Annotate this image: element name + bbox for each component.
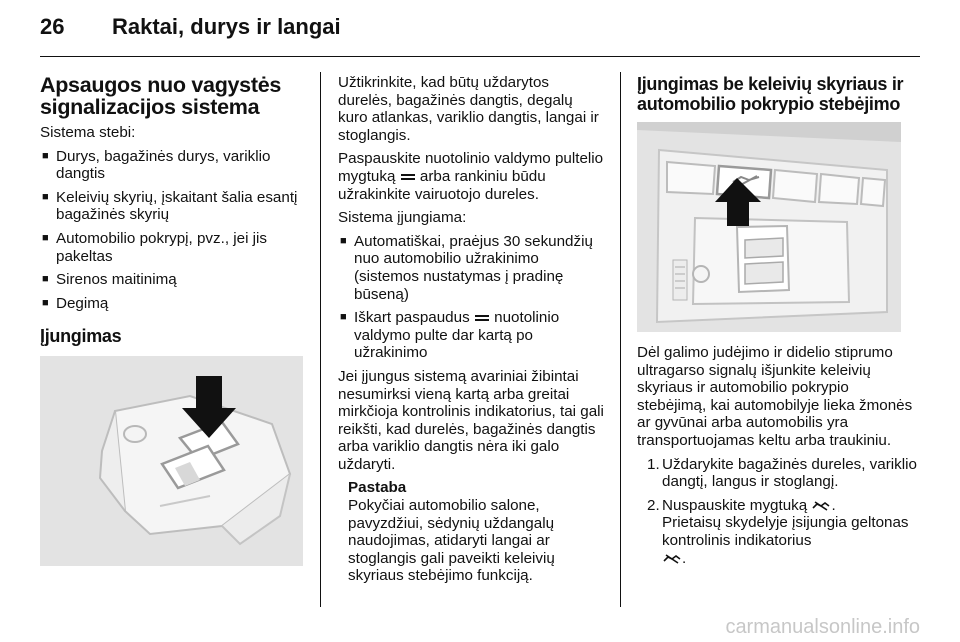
activation-list xyxy=(338,233,606,362)
step-number: 2. xyxy=(647,496,660,514)
header-rule xyxy=(40,56,920,57)
column-3 xyxy=(637,74,917,573)
list-item: ■ Sirenos maitinimą xyxy=(40,271,305,289)
column-2 xyxy=(338,74,606,585)
paragraph: Dėl galimo judėjimo ir didelio stiprumo ultragarso signalų išjunkite keleivių skyriaus ir automobilio pokrypio stebėjimą, kai automobilyje lieka žmonės ar gyvūnai arba automobilis yra transportuojamas keltu arba traukiniu. xyxy=(637,344,913,449)
step-item xyxy=(637,456,917,491)
list-item: ■ Degimą xyxy=(40,295,305,313)
interior-monitoring-off-icon xyxy=(662,553,682,565)
intro-text: Sistema stebi: xyxy=(40,124,136,141)
column-divider-1 xyxy=(320,72,321,607)
step-text: Uždarykite bagažinės dureles, variklio dangtį, langus ir stoglangį. xyxy=(662,455,917,491)
note-text: Pokyčiai automobilio salone, pavyzdžiui, sėdynių uždangalų naudojimas, atidaryti langai ar stoglangis gali paveikti keleivių skyriaus stebėjimo funkciją. xyxy=(348,497,555,585)
list-item: ■ Durys, bagažinės durys, variklio dangtis xyxy=(40,148,305,183)
note-box xyxy=(338,479,606,585)
paragraph: Jei įjungus sistemą avariniai žibintai nesumirksi vieną kartą arba greitai mirkčioja kontrolinis indikatorius, tai gali reikšti, kad durelės, bagažinės dangtis arba variklio dangtis nėra iki galo uždaryti. xyxy=(338,367,604,473)
interior-monitoring-off-icon xyxy=(811,500,831,512)
steps-list xyxy=(637,456,917,568)
section-heading: Įjungimas be keleivių skyriaus ir automobilio pokrypio stebėjimo xyxy=(637,74,904,114)
paragraph-part: Paspauskite nuotolinio valdymo pultelio mygtuką xyxy=(338,150,604,185)
paragraph xyxy=(338,150,606,203)
page-number: 26 xyxy=(40,14,65,39)
list-item: ■ Automatiškai, praėjus 30 sekundžių nuo automobilio užrakinimo (sistemos nustatymas į pradinę būseną) xyxy=(338,233,606,303)
list-item-part: nuotolinio valdymo pulte dar kartą po užrakinimo xyxy=(354,309,560,362)
column-1 xyxy=(40,74,305,578)
step-item: 2. Nuspauskite mygtuką . Prietaisų skydelyje įsijungia geltonas kontrolinis indikatorius . xyxy=(647,496,909,567)
column-divider-2 xyxy=(620,72,621,607)
step-number: 1. xyxy=(647,455,660,473)
watermark: carmanualsonline.info xyxy=(725,616,920,638)
step-text: Prietaisų skydelyje įsijungia geltonas kontrolinis indikatorius xyxy=(662,514,909,549)
section-heading: Apsaugos nuo vagystės signalizacijos sistema xyxy=(40,73,282,119)
list-item-part: Iškart paspaudus xyxy=(354,309,470,327)
note-title: Pastaba xyxy=(348,479,407,497)
list-item xyxy=(338,309,606,362)
lock-button-icon xyxy=(474,313,490,323)
lock-button-icon xyxy=(400,172,416,182)
chapter-title: Raktai, durys ir langai xyxy=(112,14,341,39)
subheading-activation: Įjungimas xyxy=(40,326,122,347)
paragraph: Užtikrinkite, kad būtų uždarytos durelės, bagažinės dangtis, degalų kuro atlankas, variklio dangtis, langai ir stoglangis. xyxy=(338,74,599,144)
list-item: ■ Automobilio pokrypį, pvz., jei jis pakeltas xyxy=(40,230,305,265)
overhead-console-illustration xyxy=(637,122,901,332)
paragraph-part: arba rankiniu būdu užrakinkite vairuotojo dureles. xyxy=(338,167,546,203)
step-text: Nuspauskite mygtuką xyxy=(662,496,808,514)
monitored-list xyxy=(40,148,305,313)
key-fob-illustration xyxy=(40,356,303,566)
list-item: ■ Keleivių skyrių, įskaitant šalia esantį bagažinės skyrių xyxy=(40,189,305,224)
paragraph: Sistema įjungiama: xyxy=(338,209,467,227)
